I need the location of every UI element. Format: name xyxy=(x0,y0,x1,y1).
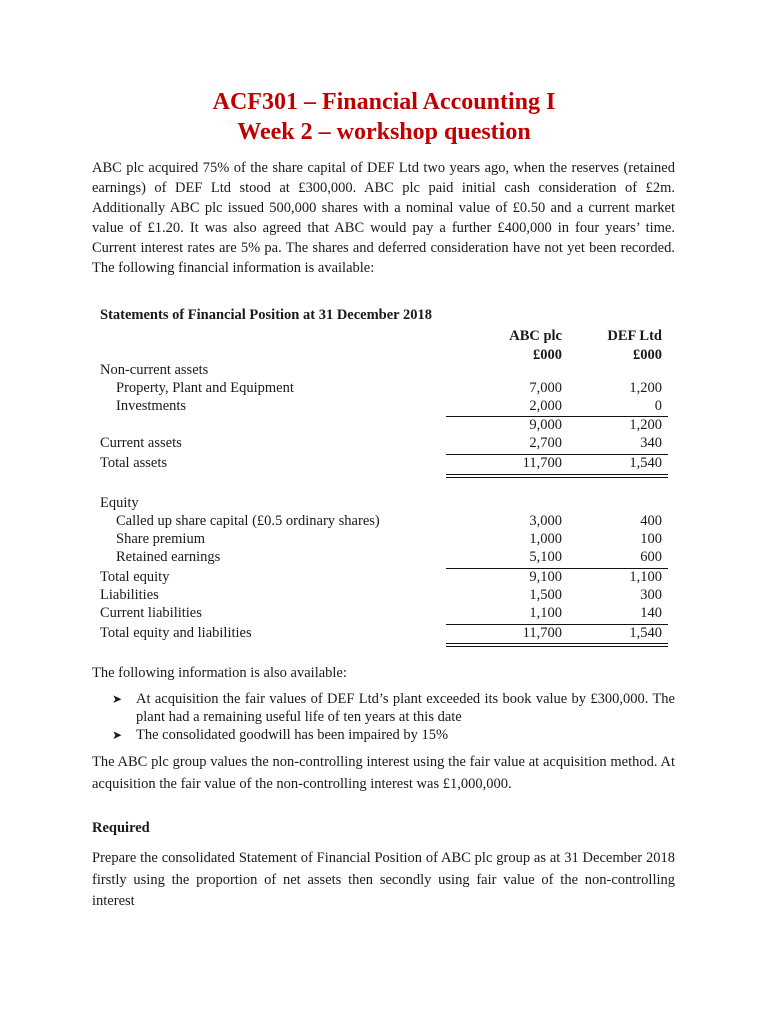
table-row xyxy=(0,513,768,532)
table-row xyxy=(0,417,768,436)
abc-value: 1,100 xyxy=(529,605,562,621)
table-row xyxy=(0,531,768,550)
table-row xyxy=(0,455,768,474)
def-value: 140 xyxy=(640,605,662,621)
row-label: Called up share capital (£0.5 ordinary shares) xyxy=(116,513,380,529)
column-header-abc xyxy=(440,327,562,365)
row-label: Share premium xyxy=(116,531,205,547)
nci-paragraph: The ABC plc group values the non-controlling interest using the fair value at acquisition method. At acquisition the fair value of the non-controlling interest was £1,000,000. xyxy=(92,754,675,792)
table-row xyxy=(0,605,768,624)
arrow-bullet-icon: ➤ xyxy=(112,692,123,706)
column-name: DEF Ltd xyxy=(607,328,662,344)
total-double-rule xyxy=(446,474,668,478)
def-value: 100 xyxy=(640,531,662,547)
column-unit: £000 xyxy=(533,347,562,363)
def-value: 1,200 xyxy=(629,380,662,396)
abc-value: 1,500 xyxy=(529,587,562,603)
abc-value: 2,700 xyxy=(529,435,562,451)
abc-value: 2,000 xyxy=(529,398,562,414)
abc-value: 11,700 xyxy=(522,455,562,471)
intro-paragraph: ABC plc acquired 75% of the share capital of DEF Ltd two years ago, when the reserves (retained earnings) of DEF Ltd stood at £300,000. ABC plc paid initial cash consideration of £2m. Additionally ABC plc issued 500,000 shares with a nominal value of £0.50 and a current market value of £1.20. It was also agreed that ABC would pay a further £400,000 in four years’ time. Current interest rates are 5% pa. The shares and deferred consideration have not yet been recorded. The following financial information is available: xyxy=(92,160,675,276)
table-row xyxy=(0,435,768,454)
def-value: 0 xyxy=(654,398,662,414)
document-title: ACF301 – Financial Accounting I xyxy=(212,89,556,115)
abc-value: 1,000 xyxy=(529,531,562,547)
def-value: 600 xyxy=(640,549,662,565)
list-item xyxy=(92,690,675,726)
row-label: Total equity xyxy=(100,569,170,585)
additional-info-lead: The following information is also available: xyxy=(92,665,347,681)
arrow-bullet-icon: ➤ xyxy=(112,728,123,742)
row-label: Property, Plant and Equipment xyxy=(116,380,294,396)
abc-value: 9,000 xyxy=(529,417,562,433)
abc-value: 7,000 xyxy=(529,380,562,396)
def-value: 300 xyxy=(640,587,662,603)
row-label: Total equity and liabilities xyxy=(100,625,252,641)
row-label: Non-current assets xyxy=(100,362,209,378)
total-double-rule xyxy=(446,643,668,647)
def-value: 1,100 xyxy=(629,569,662,585)
required-heading: Required xyxy=(92,820,150,836)
table-row xyxy=(0,625,768,644)
abc-value: 9,100 xyxy=(529,569,562,585)
table-row xyxy=(0,569,768,588)
column-header-def xyxy=(580,327,662,365)
abc-value: 3,000 xyxy=(529,513,562,529)
row-label: Liabilities xyxy=(100,587,159,603)
row-label: Equity xyxy=(100,495,139,511)
row-label: Total assets xyxy=(100,455,168,471)
def-value: 1,540 xyxy=(629,455,662,471)
row-label: Investments xyxy=(116,398,187,414)
table-row xyxy=(0,587,768,606)
list-item-text: The consolidated goodwill has been impaired by 15% xyxy=(136,727,449,743)
table-row xyxy=(0,549,768,568)
def-value: 1,200 xyxy=(629,417,662,433)
list-item xyxy=(92,726,675,744)
def-value: 1,540 xyxy=(629,625,662,641)
additional-info-list xyxy=(92,690,675,744)
def-value: 340 xyxy=(640,435,662,451)
abc-value: 5,100 xyxy=(529,549,562,565)
abc-value: 11,700 xyxy=(522,625,562,641)
table-row xyxy=(0,380,768,399)
row-label: Current assets xyxy=(100,435,182,451)
required-paragraph: Prepare the consolidated Statement of Financial Position of ABC plc group as at 31 December 2018 firstly using the proportion of net assets then secondly using fair value of the non-controlling interest xyxy=(92,850,675,909)
row-label: Retained earnings xyxy=(116,549,221,565)
document-subtitle: Week 2 – workshop question xyxy=(237,119,531,145)
table-row xyxy=(0,398,768,417)
row-label: Current liabilities xyxy=(100,605,202,621)
table-row xyxy=(0,495,768,514)
sfp-title: Statements of Financial Position at 31 December 2018 xyxy=(100,307,432,323)
list-item-text: At acquisition the fair values of DEF Ltd’s plant exceeded its book value by £300,000. The plant had a remaining useful life of ten years at this date xyxy=(136,691,675,725)
table-row xyxy=(0,362,768,381)
column-unit: £000 xyxy=(633,347,662,363)
column-name: ABC plc xyxy=(509,328,562,344)
def-value: 400 xyxy=(640,513,662,529)
